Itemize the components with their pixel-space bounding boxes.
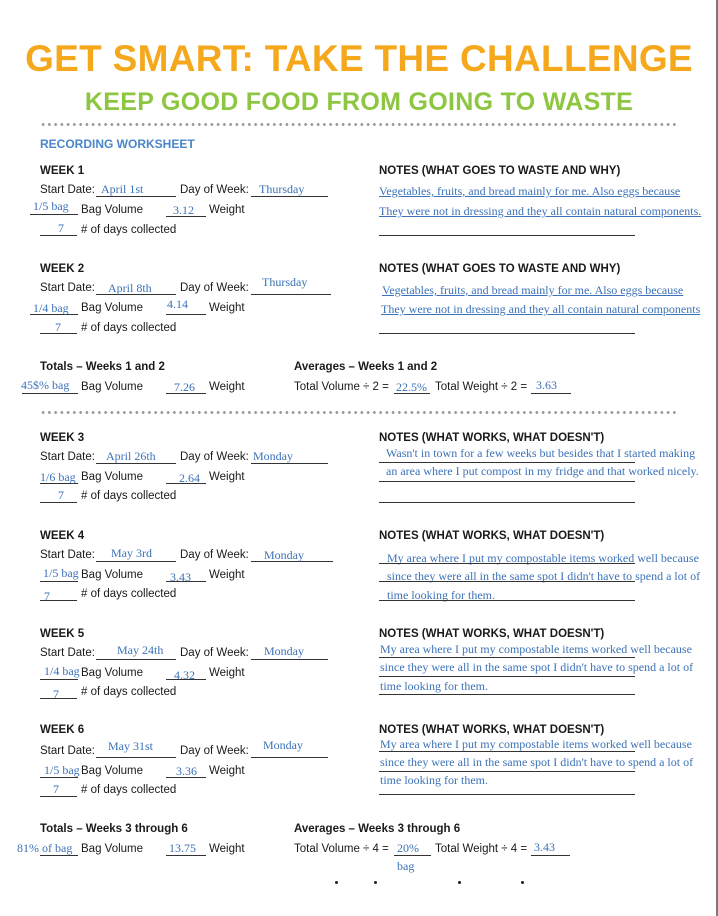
note-line[interactable]: My area where I put my compostable items worked well because	[380, 737, 692, 751]
weight-label: Weight	[209, 302, 245, 314]
start-date-value[interactable]: May 24th	[117, 643, 164, 657]
day-of-week-value[interactable]: Monday	[263, 738, 303, 752]
note-line[interactable]: They were not in dressing and they all contain natural components.	[379, 204, 702, 218]
bag-volume-label: Bag Volume	[81, 302, 144, 314]
blank-line	[379, 235, 635, 236]
weight-label: Weight	[209, 667, 245, 679]
bag-volume-label: Bag Volume	[81, 667, 144, 679]
totals-heading: Totals – Weeks 1 and 2	[40, 361, 165, 373]
blank-line	[96, 659, 176, 660]
week-label: WEEK 6	[40, 724, 85, 736]
start-date-label: Start Date:	[40, 647, 95, 659]
start-date-value[interactable]: May 3rd	[111, 546, 152, 560]
start-date-label: Start Date:	[40, 745, 95, 757]
blank-line	[379, 502, 635, 503]
note-line[interactable]: since they were all in the same spot I didn't have to spend a lot of	[380, 660, 694, 674]
blank-line	[379, 694, 635, 695]
days-collected-value[interactable]: 7	[53, 782, 59, 796]
days-collected-value[interactable]: 7	[58, 488, 64, 502]
start-date-value[interactable]: April 8th	[108, 281, 152, 295]
days-collected-value[interactable]: 7	[58, 221, 64, 235]
bag-volume-value[interactable]: 1/4 bag	[33, 301, 69, 315]
weight-label: Weight	[209, 381, 245, 393]
bag-volume-value[interactable]: 1/5 bag	[33, 199, 69, 213]
footer-dot	[458, 881, 461, 884]
total-volume-div4-label: Total Volume ÷ 4 =	[294, 843, 389, 855]
footer-dot	[374, 881, 377, 884]
average-weight-value[interactable]: 3.63	[536, 378, 557, 392]
blank-line	[379, 481, 635, 482]
average-weight-value[interactable]: 3.43	[534, 840, 555, 854]
blank-line	[379, 563, 635, 564]
blank-line	[96, 757, 176, 758]
bag-volume-value[interactable]: 1/6 bag	[40, 470, 76, 484]
start-date-label: Start Date:	[40, 451, 95, 463]
day-of-week-value[interactable]: Monday	[253, 449, 293, 463]
week-label: WEEK 2	[40, 263, 85, 275]
notes-heading: NOTES (WHAT WORKS, WHAT DOESN'T)	[379, 530, 605, 542]
blank-line	[379, 581, 635, 582]
total-weight-div4-label: Total Weight ÷ 4 =	[435, 843, 528, 855]
total-weight-value[interactable]: 7.26	[174, 380, 195, 394]
averages-heading: Averages – Weeks 3 through 6	[294, 823, 461, 835]
blank-line	[40, 679, 78, 680]
weight-label: Weight	[209, 765, 245, 777]
day-of-week-label: Day of Week:	[180, 184, 249, 196]
start-date-label: Start Date:	[40, 184, 95, 196]
weight-label: Weight	[209, 204, 245, 216]
note-line[interactable]: since they were all in the same spot I didn't have to spend a lot of	[380, 755, 694, 769]
start-date-value[interactable]: May 31st	[108, 739, 153, 753]
start-date-value[interactable]: April 1st	[101, 182, 144, 196]
notes-heading: NOTES (WHAT WORKS, WHAT DOESN'T)	[379, 724, 605, 736]
dotted-divider	[40, 410, 676, 415]
start-date-value[interactable]: April 26th	[106, 449, 156, 463]
bag-volume-label: Bag Volume	[81, 569, 144, 581]
notes-heading: NOTES (WHAT WORKS, WHAT DOESN'T)	[379, 628, 605, 640]
blank-line	[40, 581, 78, 582]
blank-line	[379, 751, 635, 752]
bag-volume-label: Bag Volume	[81, 843, 144, 855]
notes-heading: NOTES (WHAT GOES TO WASTE AND WHY)	[379, 165, 621, 177]
note-line[interactable]: Wasn't in town for a few weeks but besides that I started making	[386, 446, 696, 460]
blank-line	[379, 333, 635, 334]
bag-volume-label: Bag Volume	[81, 381, 144, 393]
blank-line	[531, 855, 570, 856]
blank-line	[379, 676, 635, 677]
note-line[interactable]: since they were all in the same spot I didn't have to spend a lot of	[387, 569, 701, 583]
week-label: WEEK 5	[40, 628, 85, 640]
days-collected-value[interactable]: 7	[44, 589, 50, 603]
bag-volume-label: Bag Volume	[81, 471, 144, 483]
day-of-week-label: Day of Week:	[180, 282, 249, 294]
note-line[interactable]: time looking for them.	[387, 588, 495, 602]
weight-value[interactable]: 3.12	[173, 203, 194, 217]
days-collected-label: # of days collected	[81, 322, 177, 334]
days-collected-label: # of days collected	[81, 224, 177, 236]
day-of-week-value[interactable]: Monday	[264, 548, 304, 562]
average-volume-value[interactable]: 22.5%	[396, 380, 427, 394]
total-bag-volume-value[interactable]: 45$% bag	[21, 378, 70, 392]
total-volume-div2-label: Total Volume ÷ 2 =	[294, 381, 389, 393]
week-label: WEEK 3	[40, 432, 85, 444]
weight-value[interactable]: 2.64	[179, 471, 200, 485]
page-subtitle: KEEP GOOD FOOD FROM GOING TO WASTE	[84, 88, 634, 116]
notes-heading: NOTES (WHAT GOES TO WASTE AND WHY)	[379, 263, 621, 275]
days-collected-label: # of days collected	[81, 490, 177, 502]
blank-line	[379, 462, 635, 463]
total-weight-value[interactable]: 13.75	[169, 841, 196, 855]
weight-value[interactable]: 4.32	[174, 668, 195, 682]
weight-value[interactable]: 3.43	[170, 570, 191, 584]
blank-line	[379, 600, 635, 601]
total-weight-div2-label: Total Weight ÷ 2 =	[435, 381, 528, 393]
average-volume-value[interactable]: 20%	[397, 841, 419, 855]
blank-line	[251, 659, 328, 660]
notes-heading: NOTES (WHAT WORKS, WHAT DOESN'T)	[379, 432, 605, 444]
days-collected-label: # of days collected	[81, 588, 177, 600]
weight-label: Weight	[209, 843, 245, 855]
bag-volume-value[interactable]: 1/4 bag	[44, 664, 80, 678]
note-line[interactable]: Vegetables, fruits, and bread mainly for me. Also eggs because	[379, 184, 681, 198]
days-collected-label: # of days collected	[81, 784, 177, 796]
week-label: WEEK 4	[40, 530, 85, 542]
day-of-week-value[interactable]: Thursday	[259, 182, 305, 196]
start-date-label: Start Date:	[40, 282, 95, 294]
days-collected-label: # of days collected	[81, 686, 177, 698]
page-title: GET SMART: TAKE THE CHALLENGE	[25, 38, 693, 79]
blank-line	[22, 393, 78, 394]
note-line[interactable]: They were not in dressing and they all contain natural components	[381, 302, 701, 316]
day-of-week-label: Day of Week:	[180, 451, 249, 463]
blank-line	[379, 771, 635, 772]
weight-label: Weight	[209, 569, 245, 581]
total-bag-volume-value[interactable]: 81% of bag	[17, 841, 73, 855]
blank-line	[251, 294, 331, 295]
weight-value[interactable]: 4.14	[167, 297, 188, 311]
blank-line	[531, 393, 571, 394]
days-collected-value[interactable]: 7	[53, 687, 59, 701]
bag-volume-value[interactable]: 1/5 bag	[44, 763, 80, 777]
note-line[interactable]: My area where I put my compostable items worked well because	[387, 551, 699, 565]
note-line[interactable]: an area where I put compost in my fridge and that worked nicely.	[386, 464, 699, 478]
blank-line	[379, 794, 635, 795]
dotted-divider	[40, 122, 676, 127]
footer-dot	[335, 881, 338, 884]
note-line[interactable]: time looking for them.	[380, 773, 488, 787]
weight-label: Weight	[209, 471, 245, 483]
week-label: WEEK 1	[40, 165, 85, 177]
average-volume-unit[interactable]: bag	[397, 859, 415, 873]
averages-heading: Averages – Weeks 1 and 2	[294, 361, 438, 373]
note-line[interactable]: My area where I put my compostable items worked well because	[380, 642, 692, 656]
day-of-week-label: Day of Week:	[180, 647, 249, 659]
footer-dot	[521, 881, 524, 884]
days-collected-value[interactable]: 7	[55, 320, 61, 334]
weight-value[interactable]: 3.36	[176, 764, 197, 778]
totals-heading: Totals – Weeks 3 through 6	[40, 823, 188, 835]
blank-line	[251, 757, 328, 758]
start-date-label: Start Date:	[40, 549, 95, 561]
day-of-week-value[interactable]: Monday	[264, 644, 304, 658]
day-of-week-label: Day of Week:	[180, 745, 249, 757]
note-line[interactable]: Vegetables, fruits, and bread mainly for me. Also eggs because	[382, 283, 684, 297]
bag-volume-label: Bag Volume	[81, 765, 144, 777]
bag-volume-value[interactable]: 1/5 bag	[43, 566, 79, 580]
blank-line	[30, 214, 78, 215]
day-of-week-value[interactable]: Thursday	[262, 275, 308, 289]
blank-line	[96, 561, 176, 562]
day-of-week-label: Day of Week:	[180, 549, 249, 561]
note-line[interactable]: time looking for them.	[380, 679, 488, 693]
blank-line	[166, 314, 206, 315]
section-heading: RECORDING WORKSHEET	[40, 137, 195, 151]
blank-line	[379, 657, 635, 658]
bag-volume-label: Bag Volume	[81, 204, 144, 216]
